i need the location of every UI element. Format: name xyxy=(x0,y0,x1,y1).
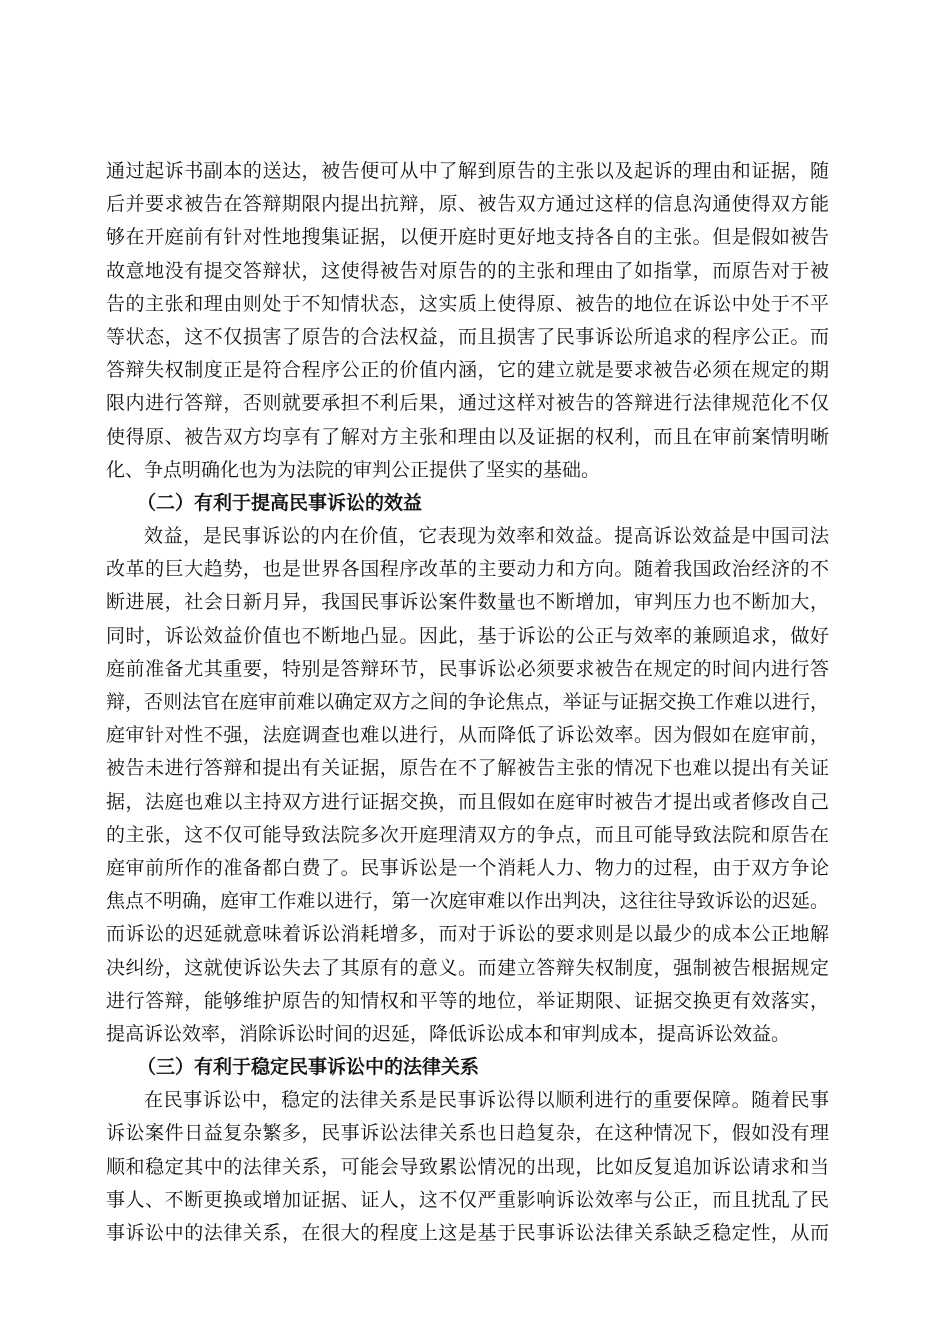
section-heading-efficiency: （二）有利于提高民事诉讼的效益 xyxy=(137,491,423,514)
text-line: 庭前准备尤其重要，特别是答辩环节，民事诉讼必须要求被告在规定的时间内进行答 xyxy=(106,657,829,680)
text-line: 庭审前所作的准备都白费了。民事诉讼是一个消耗人力、物力的过程，由于双方争论 xyxy=(106,856,829,879)
paragraph-legal-relations xyxy=(106,1084,829,1250)
text-line: 改革的巨大趋势，也是世界各国程序改革的主要动力和方向。随着我国政治经济的不 xyxy=(106,558,829,581)
text-line: 庭审针对性不强，法庭调查也难以进行，从而降低了诉讼效率。因为假如在庭审前， xyxy=(106,724,829,747)
text-line: 事诉讼中的法律关系，在很大的程度上这是基于民事诉讼法律关系缺乏稳定性，从而 xyxy=(106,1222,829,1244)
text-line: 的主张，这不仅可能导致法院多次开庭理清双方的争点，而且可能导致法院和原告在 xyxy=(106,823,829,846)
text-line: 故意地没有提交答辩状，这使得被告对原告的的主张和理由了如指掌，而原告对于被 xyxy=(106,259,829,282)
text-line: 在民事诉讼中，稳定的法律关系是民事诉讼得以顺利进行的重要保障。随着民事 xyxy=(144,1089,829,1112)
text-line: 而诉讼的迟延就意味着诉讼消耗增多，而对于诉讼的要求则是以最少的成本公正地解 xyxy=(106,923,829,946)
paragraph-efficiency xyxy=(106,520,829,1051)
text-line: 效益，是民事诉讼的内在价值，它表现为效率和效益。提高诉讼效益是中国司法 xyxy=(144,525,829,548)
document-page xyxy=(106,155,829,1250)
text-line: 决纠纷，这就使诉讼失去了其原有的意义。而建立答辩失权制度，强制被告根据规定 xyxy=(106,956,829,979)
text-line: 限内进行答辩，否则就要承担不利后果，通过这样对被告的答辩进行法律规范化不仅 xyxy=(106,392,829,415)
text-line: 焦点不明确，庭审工作难以进行，第一次庭审难以作出判决，这往往导致诉讼的迟延。 xyxy=(106,890,829,913)
text-line: 后并要求被告在答辩期限内提出抗辩，原、被告双方通过这样的信息沟通使得双方能 xyxy=(106,193,829,216)
section-heading-legal-relations: （三）有利于稳定民事诉讼中的法律关系 xyxy=(137,1056,480,1079)
text-line: 化、争点明确化也为为法院的审判公正提供了坚实的基础。 xyxy=(106,458,601,481)
text-line: 顺和稳定其中的法律关系，可能会导致累讼情况的出现，比如反复追加诉讼请求和当 xyxy=(106,1155,829,1178)
text-line: 答辩失权制度正是符合程序公正的价值内涵，它的建立就是要求被告必须在规定的期 xyxy=(106,359,829,382)
text-line: 告的主张和理由则处于不知情状态，这实质上使得原、被告的地位在诉讼中处于不平 xyxy=(106,292,829,315)
text-line: 同时，诉讼效益价值也不断地凸显。因此，基于诉讼的公正与效率的兼顾追求，做好 xyxy=(106,624,829,647)
text-line: 够在开庭前有针对性地搜集证据，以便开庭时更好地支持各自的主张。但是假如被告 xyxy=(106,226,829,249)
text-line: 进行答辩，能够维护原告的知情权和平等的地位，举证期限、证据交换更有效落实， xyxy=(106,989,829,1012)
paragraph-procedural-fairness xyxy=(106,155,829,487)
text-line: 断进展，社会日新月异，我国民事诉讼案件数量也不断增加，审判压力也不断加大， xyxy=(106,591,829,614)
text-line: 据，法庭也难以主持双方进行证据交换，而且假如在庭审时被告才提出或者修改自己 xyxy=(106,790,829,813)
text-line: 通过起诉书副本的送达，被告便可从中了解到原告的主张以及起诉的理由和证据，随 xyxy=(106,160,829,182)
text-line: 事人、不断更换或增加证据、证人，这不仅严重影响诉讼效率与公正，而且扰乱了民 xyxy=(106,1188,829,1211)
text-line: 使得原、被告双方均享有了解对方主张和理由以及证据的权利，而且在审前案情明晰 xyxy=(106,425,829,448)
text-line: 提高诉讼效率，消除诉讼时间的迟延，降低诉讼成本和审判成本，提高诉讼效益。 xyxy=(106,1022,791,1045)
text-line: 诉讼案件日益复杂繁多，民事诉讼法律关系也日趋复杂，在这种情况下，假如没有理 xyxy=(106,1122,829,1145)
text-line: 被告未进行答辩和提出有关证据，原告在不了解被告主张的情况下也难以提出有关证 xyxy=(106,757,829,780)
text-line: 等状态，这不仅损害了原告的合法权益，而且损害了民事诉讼所追求的程序公正。而 xyxy=(106,325,829,348)
text-line: 辩，否则法官在庭审前难以确定双方之间的争论焦点，举证与证据交换工作难以进行， xyxy=(106,691,829,713)
